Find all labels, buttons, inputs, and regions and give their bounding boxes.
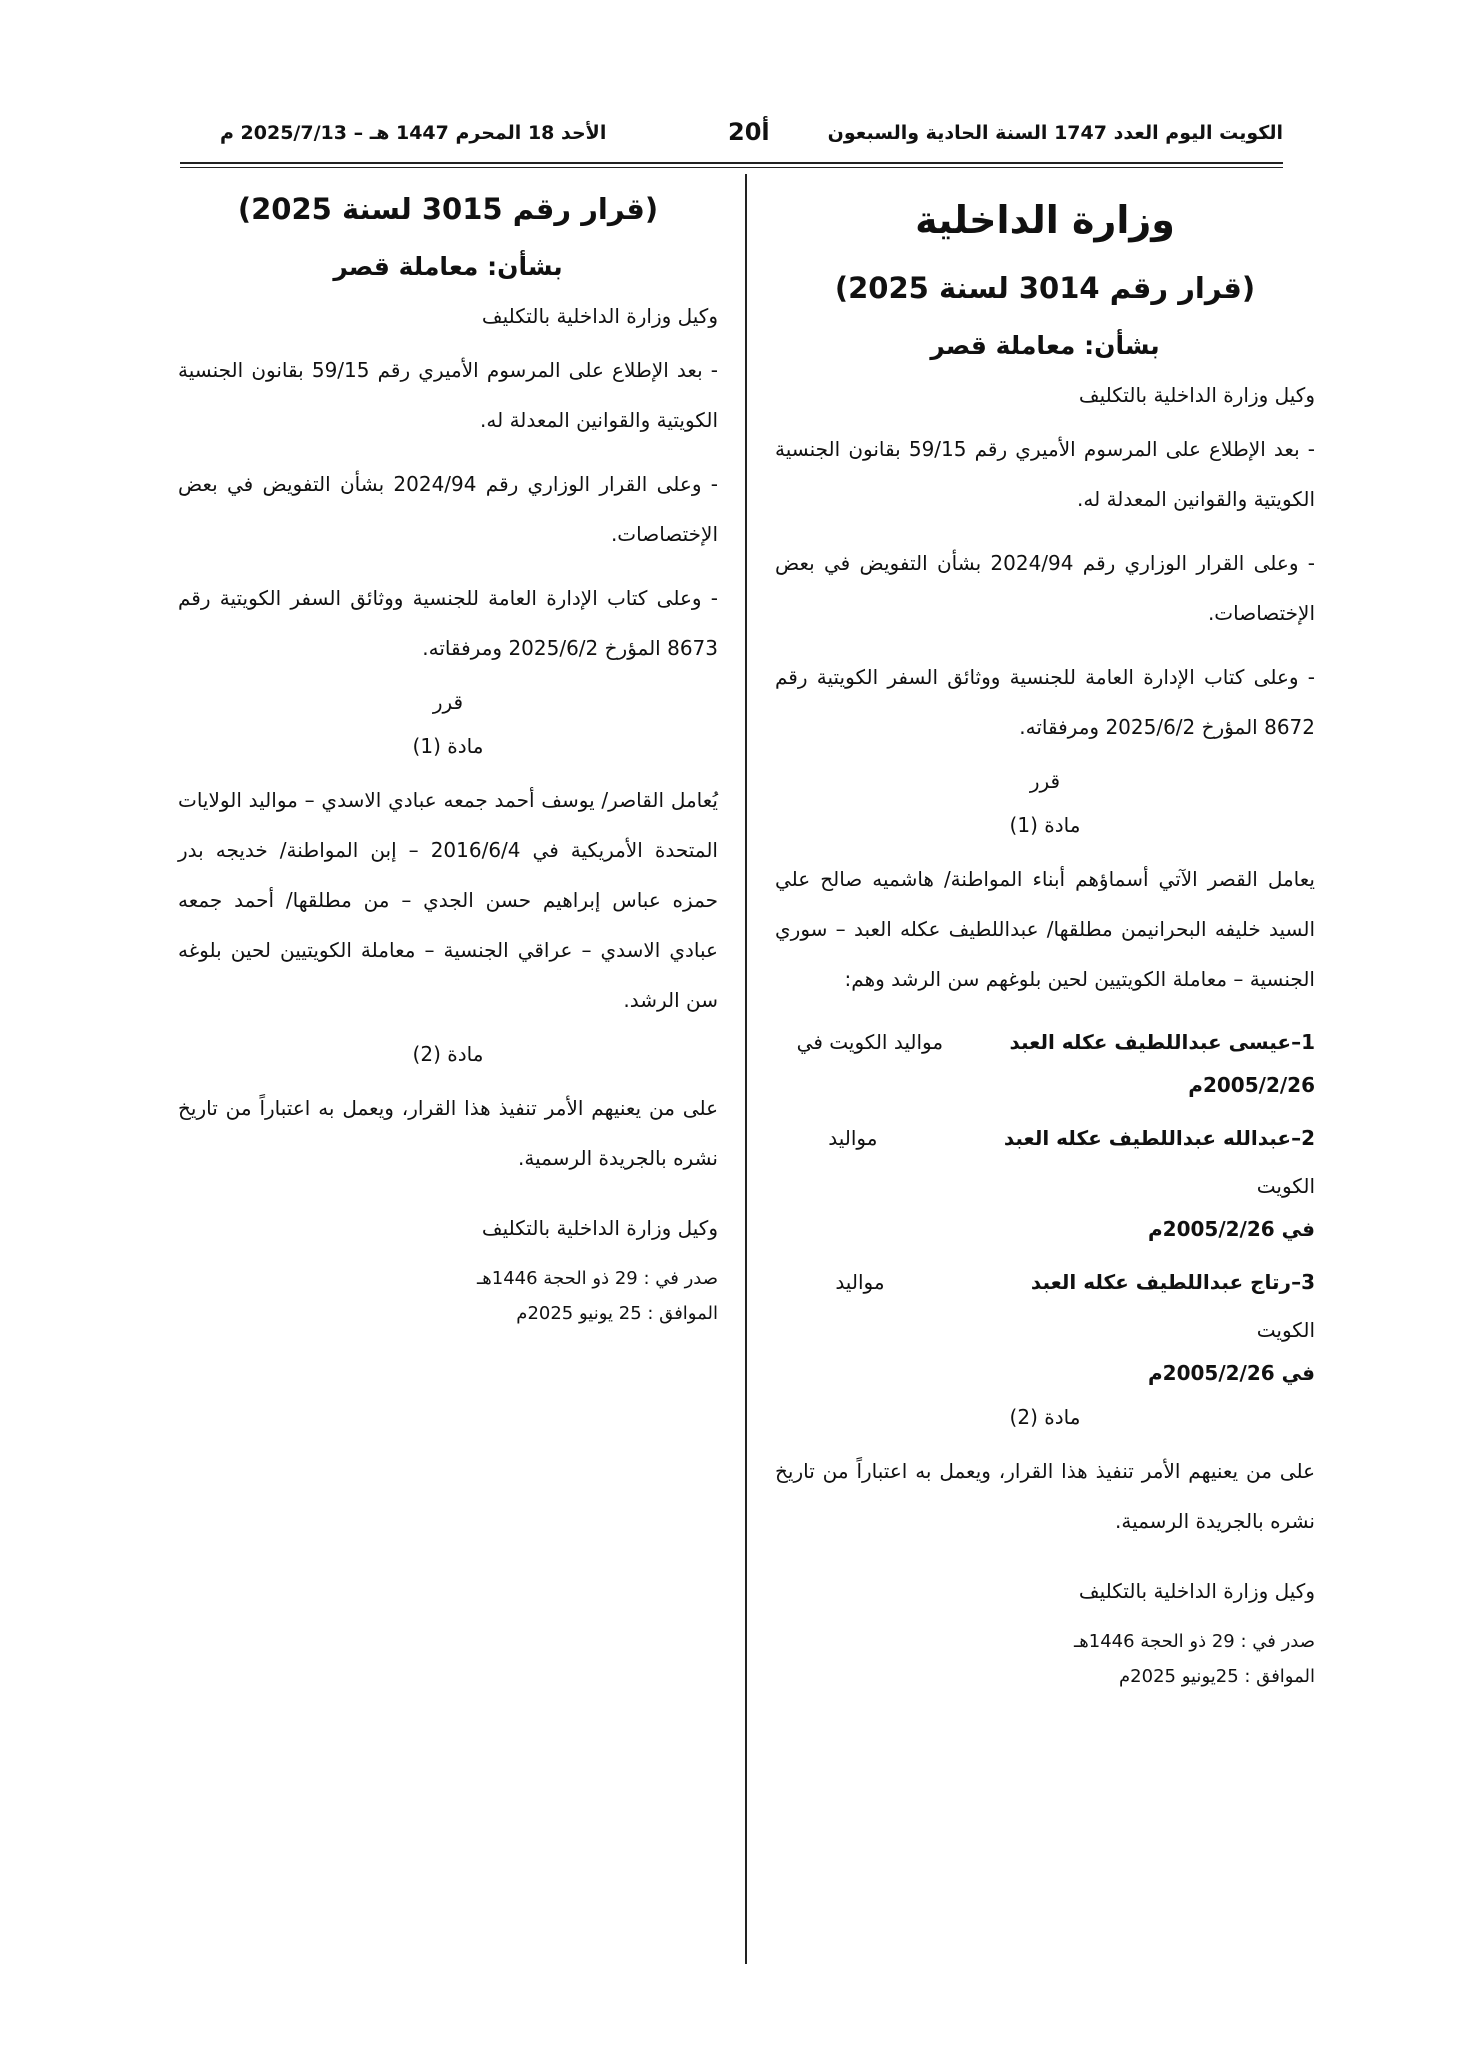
minor-name: 2–عبدالله عبداللطيف عكله العبد [1003,1126,1315,1150]
issued-date-hijri: صدر في : 29 ذو الحجة 1446هـ [477,1268,718,1289]
decision-title: (قرار رقم 3015 لسنة 2025) [237,192,659,226]
minor-entry [775,1018,1315,1066]
minor-birthdate: 2005/2/26م [1188,1073,1315,1097]
article-heading: مادة (2) [1009,1405,1081,1429]
issuer-line: وكيل وزارة الداخلية بالتكليف [1078,383,1315,407]
article-heading: مادة (1) [412,734,484,758]
article-heading: مادة (1) [1009,813,1081,837]
minor-birthplace: مواليد الكويت [835,1270,1315,1342]
preamble-item: - بعد الإطلاع على المرسوم الأميري رقم 59/15 بقانون الجنسية الكويتية والقوانين المعدلة له. [775,437,1315,511]
preamble-item: - وعلى القرار الوزاري رقم 2024/94 بشأن التفويض في بعض الإختصاصات. [775,551,1315,625]
article-text: يعامل القصر الآتي أسماؤهم أبناء المواطنة/ هاشميه صالح علي السيد خليفه البحرانيمن مطلقها/ عبداللطيف عكله العبد – سوري الجنسية – معاملة الكويتيين لحين بلوغهم سن الرشد وهم: [775,867,1315,991]
decided-heading: قرر [1029,769,1061,793]
article-text: على من يعنيهم الأمر تنفيذ هذا القرار، ويعمل به اعتباراً من تاريخ نشره بالجريدة الرسمية. [775,1459,1315,1533]
decision-3014-column [775,180,1315,1698]
header-rule [180,162,1283,164]
column-divider [745,174,747,1964]
header-publication-info: الكويت اليوم العدد 1747 السنة الحادية والسبعون [827,122,1283,144]
preamble-item: - وعلى القرار الوزاري رقم 2024/94 بشأن التفويض في بعض الإختصاصات. [178,472,718,546]
minor-birthdate: في 2005/2/26م [1148,1361,1315,1385]
preamble-item: - وعلى كتاب الإدارة العامة للجنسية ووثائق السفر الكويتية رقم 8672 المؤرخ 2025/6/2 ومرفقاته. [775,665,1315,739]
minor-birthplace: مواليد الكويت [828,1126,1315,1198]
signature-line: وكيل وزارة الداخلية بالتكليف [481,1216,718,1240]
decision-subject: بشأن: معاملة قصر [333,251,563,281]
header-page-number: 20أ [728,118,770,146]
minor-entry [775,1114,1315,1210]
minor-name: 1–عيسى عبداللطيف عكله العبد [1009,1030,1315,1054]
minor-entry [775,1258,1315,1354]
ministry-heading: وزارة الداخلية [915,198,1175,242]
article-text: على من يعنيهم الأمر تنفيذ هذا القرار، ويعمل به اعتباراً من تاريخ نشره بالجريدة الرسمية. [178,1096,718,1170]
decision-3015-column [178,180,718,1335]
preamble-item: - بعد الإطلاع على المرسوم الأميري رقم 59/15 بقانون الجنسية الكويتية والقوانين المعدلة له. [178,358,718,432]
header-rule-thin [180,167,1283,168]
page-header [180,118,1283,154]
decided-heading: قرر [432,690,464,714]
decision-subject: بشأن: معاملة قصر [930,330,1160,360]
header-date: الأحد 18 المحرم 1447 هـ – 2025/7/13 م [220,122,607,144]
issued-date-gregorian: الموافق : 25يونيو 2025م [1119,1666,1315,1687]
minor-birthplace: مواليد الكويت في [796,1030,944,1054]
minor-birthdate: في 2005/2/26م [1148,1217,1315,1241]
decision-title: (قرار رقم 3014 لسنة 2025) [834,271,1256,305]
preamble-item: - وعلى كتاب الإدارة العامة للجنسية ووثائق السفر الكويتية رقم 8673 المؤرخ 2025/6/2 ومرفقاته. [178,586,718,660]
article-heading: مادة (2) [412,1042,484,1066]
issued-date-gregorian: الموافق : 25 يونيو 2025م [516,1303,718,1324]
issuer-line: وكيل وزارة الداخلية بالتكليف [481,304,718,328]
minor-name: 3–رتاج عبداللطيف عكله العبد [1030,1270,1315,1294]
signature-line: وكيل وزارة الداخلية بالتكليف [1078,1579,1315,1603]
article-text: يُعامل القاصر/ يوسف أحمد جمعه عبادي الاسدي – مواليد الولايات المتحدة الأمريكية في 2016/6/4 – إبن المواطنة/ خديجه بدر حمزه عباس إبراهيم حسن الجدي – من مطلقها/ أحمد جمعه عبادي الاسدي – عراقي الجنسية – معاملة الكويتيين لحين بلوغه سن الرشد. [178,788,718,1012]
issued-date-hijri: صدر في : 29 ذو الحجة 1446هـ [1074,1631,1315,1652]
